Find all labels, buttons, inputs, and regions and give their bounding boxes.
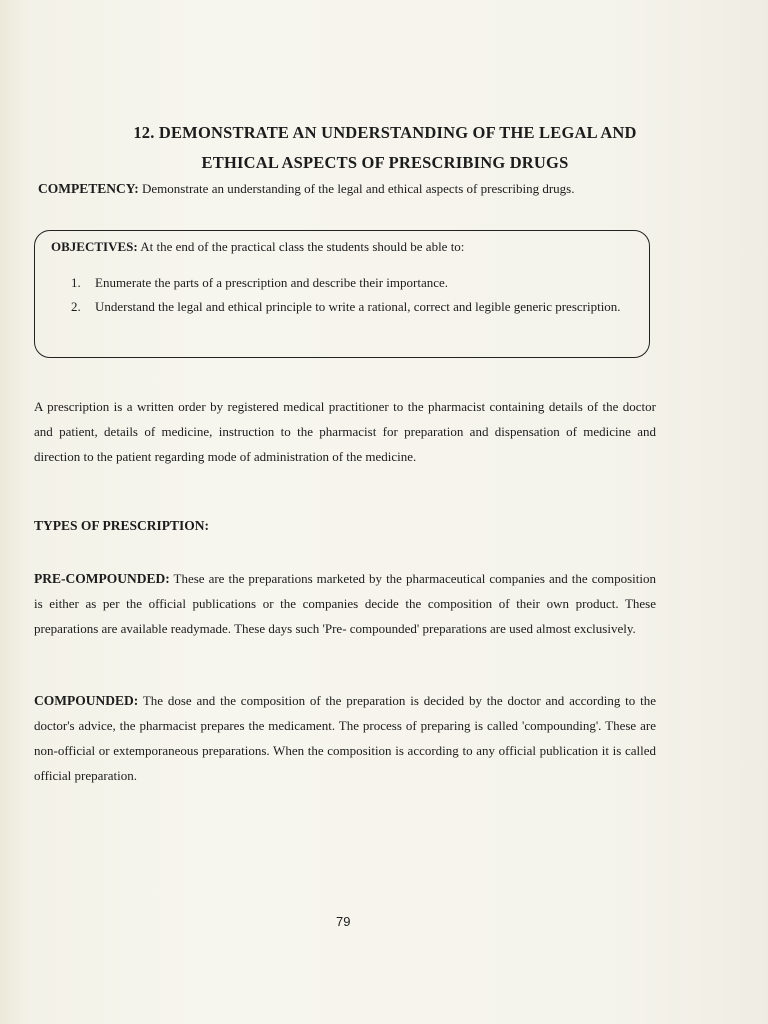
precompounded-paragraph <box>34 566 656 641</box>
objective-text: Understand the legal and ethical principle to write a rational, correct and legible generic prescription. <box>95 299 621 314</box>
compounded-text: The dose and the composition of the preparation is decided by the doctor and according to the doctor's advice, the pharmacist prepares the medicament. The process of preparing is called 'compounding'. These are non-official or extemporaneous preparations. When the composition is according to any official publication it is called official preparation. <box>34 693 656 783</box>
objective-item <box>71 271 631 295</box>
precompounded-text: These are the preparations marketed by the pharmaceutical companies and the composition is either as per the official publications or the companies decide the composition of their own product. These preparations are available readymade. These days such 'Pre- compounded' preparations are used almost exclusively. <box>34 571 656 636</box>
definition-paragraph: A prescription is a written order by registered medical practitioner to the pharmacist containing details of the doctor and patient, details of medicine, instruction to the pharmacist for preparation and dispensation of medicine and direction to the patient regarding mode of administration of the medicine. <box>34 399 656 464</box>
objective-number: 2. <box>71 299 81 314</box>
objectives-intro: At the end of the practical class the students should be able to: <box>137 239 465 254</box>
chapter-title-line-1: 12. DEMONSTRATE AN UNDERSTANDING OF THE LEGAL AND <box>133 123 637 142</box>
objective-text: Enumerate the parts of a prescription and describe their importance. <box>95 275 449 290</box>
objectives-label: OBJECTIVES: <box>51 239 138 254</box>
page-number: 79 <box>336 914 351 929</box>
objectives-box <box>34 230 650 358</box>
precompounded-label: PRE-COMPOUNDED: <box>34 571 170 586</box>
competency-text: Demonstrate an understanding of the legal and ethical aspects of prescribing drugs. <box>138 181 575 196</box>
types-heading: TYPES OF PRESCRIPTION: <box>34 518 210 533</box>
competency-section <box>38 175 648 203</box>
chapter-title <box>40 118 730 178</box>
compounded-label: COMPOUNDED: <box>34 693 139 708</box>
objective-item <box>71 295 631 319</box>
objectives-heading <box>51 239 464 255</box>
objective-number: 1. <box>71 275 81 290</box>
objectives-list <box>71 271 631 319</box>
chapter-title-line-2: ETHICAL ASPECTS OF PRESCRIBING DRUGS <box>201 153 569 172</box>
competency-label: COMPETENCY: <box>38 181 139 196</box>
compounded-paragraph <box>34 688 656 788</box>
